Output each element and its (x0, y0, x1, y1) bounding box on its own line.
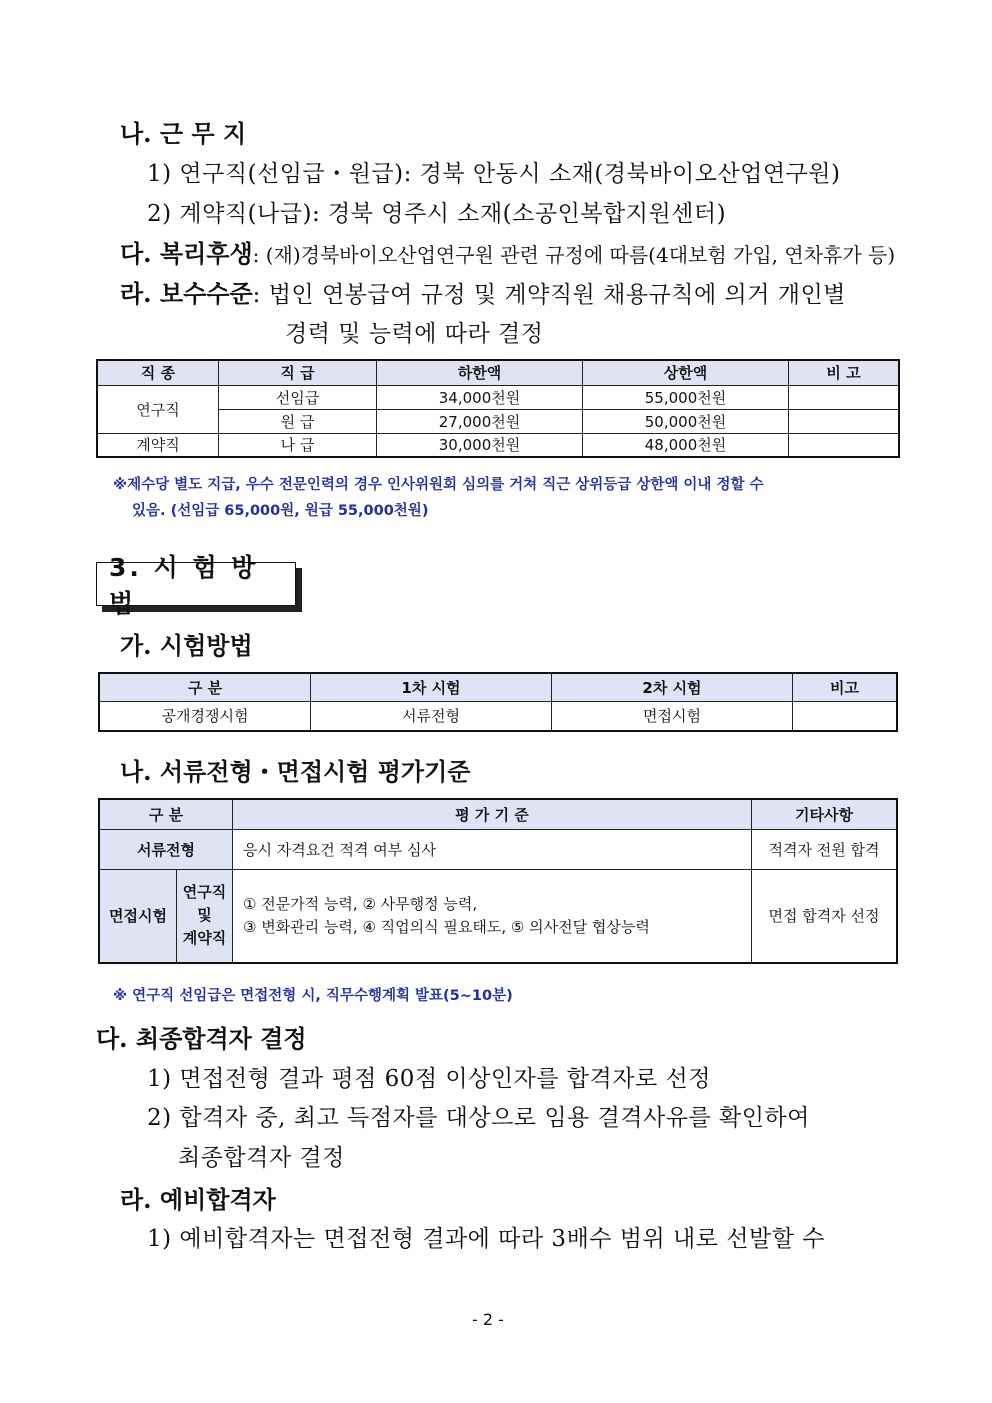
salary-note-line2: 있음. (선임급 65,000원, 원급 55,000천원) (132, 503, 429, 519)
salary-cell-grade: 나 급 (219, 433, 377, 457)
method-th-second: 2차 시험 (552, 673, 793, 701)
salary-text2: 경력 및 능력에 따라 결정 (285, 321, 544, 347)
method-table (98, 672, 898, 732)
welfare-label: 다. 복리후생 (120, 239, 253, 268)
salary-th-type: 직 종 (97, 360, 219, 385)
workplace-item-contract: 2) 계약직(나급): 경북 영주시 소재(소공인복합지원센터) (147, 201, 727, 227)
table-row (97, 433, 899, 457)
salary-cell-min: 34,000천원 (377, 385, 583, 409)
criteria-th-criteria: 평 가 기 준 (233, 799, 752, 829)
salary-th-grade: 직 급 (219, 360, 377, 385)
workplace-heading: 나. 근 무 지 (120, 119, 247, 148)
criteria-interview-sub3: 계약직 (182, 929, 227, 948)
method-cell-category: 공개경쟁시험 (99, 701, 311, 731)
salary-cell-min: 30,000천원 (377, 433, 583, 457)
salary-table (96, 359, 900, 458)
table-row (99, 869, 897, 963)
criteria-interview-line2: ③ 변화관리 능력, ④ 직업의식 필요태도, ⑤ 의사전달 협상능력 (243, 917, 650, 936)
welfare-text: : (재)경북바이오산업연구원 관련 규정에 따름(4대보험 가입, 연차휴가 등) (252, 243, 896, 267)
workplace-item-research: 1) 연구직(선임급・원급): 경북 안동시 소재(경북바이오산업연구원) (147, 161, 841, 187)
criteria-interview-line1: ① 전문가적 능력, ② 사무행정 능력, (243, 894, 478, 913)
criteria-interview-sub (177, 869, 233, 963)
salary-cell-max: 48,000천원 (583, 433, 789, 457)
salary-note-line1: ※제수당 별도 지급, 우수 전문인력의 경우 인사위원회 심의를 거쳐 직근 상위등급 상한액 이내 정할 수 (113, 477, 764, 493)
final-heading: 다. 최종합격자 결정 (96, 1024, 307, 1053)
method-th-note: 비고 (793, 673, 898, 701)
criteria-doc-other: 적격자 전원 합격 (752, 829, 898, 869)
method-cell-second: 면접시험 (552, 701, 793, 731)
salary-text1: : 법인 연봉급여 규정 및 계약직원 채용규칙에 의거 개인별 (252, 282, 846, 308)
criteria-interview-sub1: 연구직 (182, 883, 227, 902)
salary-cell-note (789, 433, 900, 457)
table-row (97, 385, 899, 409)
salary-cell-grade: 원 급 (219, 409, 377, 433)
criteria-doc-text: 응시 자격요건 적격 여부 심사 (233, 829, 752, 869)
criteria-interview-label: 면접시험 (99, 869, 177, 963)
salary-label: 라. 보수수준 (120, 279, 253, 308)
criteria-interview-text (233, 869, 752, 963)
salary-cell-note (789, 409, 900, 433)
method-cell-first: 서류전형 (311, 701, 552, 731)
salary-cell-min: 27,000천원 (377, 409, 583, 433)
salary-cell-type: 연구직 (97, 385, 219, 433)
reserve-item1: 1) 예비합격자는 면접전형 결과에 따라 3배수 범위 내로 선발할 수 (147, 1226, 825, 1252)
final-item2-line1: 2) 합격자 중, 최고 득점자를 대상으로 임용 결격사유를 확인하여 (147, 1105, 810, 1131)
salary-th-min: 하한액 (377, 360, 583, 385)
criteria-th-category: 구 분 (99, 799, 233, 829)
criteria-interview-other: 면접 합격자 선정 (752, 869, 898, 963)
page-number: - 2 - (472, 1310, 504, 1329)
salary-cell-type: 계약직 (97, 433, 219, 457)
criteria-doc-label: 서류전형 (99, 829, 233, 869)
reserve-heading: 라. 예비합격자 (120, 1185, 276, 1214)
salary-cell-max: 55,000천원 (583, 385, 789, 409)
salary-cell-note (789, 385, 900, 409)
salary-line1 (120, 274, 846, 309)
criteria-table (98, 798, 898, 964)
criteria-th-other: 기타사항 (752, 799, 898, 829)
criteria-interview-sub2: 및 (197, 906, 212, 925)
method-th-first: 1차 시험 (311, 673, 552, 701)
table-row (99, 701, 897, 731)
salary-th-note: 비 고 (789, 360, 900, 385)
method-th-category: 구 분 (99, 673, 311, 701)
table-row (99, 829, 897, 869)
welfare-line (120, 234, 895, 269)
criteria-note: ※ 연구직 선임급은 면접전형 시, 직무수행계획 발표(5~10분) (113, 988, 513, 1004)
method-heading: 가. 시험방법 (120, 631, 253, 660)
criteria-heading: 나. 서류전형・면접시험 평가기준 (120, 757, 471, 786)
final-item2-line2: 최종합격자 결정 (178, 1145, 345, 1171)
final-item1: 1) 면접전형 결과 평점 60점 이상인자를 합격자로 선정 (147, 1066, 711, 1092)
salary-cell-grade: 선임급 (219, 385, 377, 409)
salary-th-max: 상한액 (583, 360, 789, 385)
method-cell-note (793, 701, 898, 731)
section-title-box (96, 553, 296, 618)
salary-cell-max: 50,000천원 (583, 409, 789, 433)
section-title: 3. 시 험 방 법 (109, 553, 259, 618)
